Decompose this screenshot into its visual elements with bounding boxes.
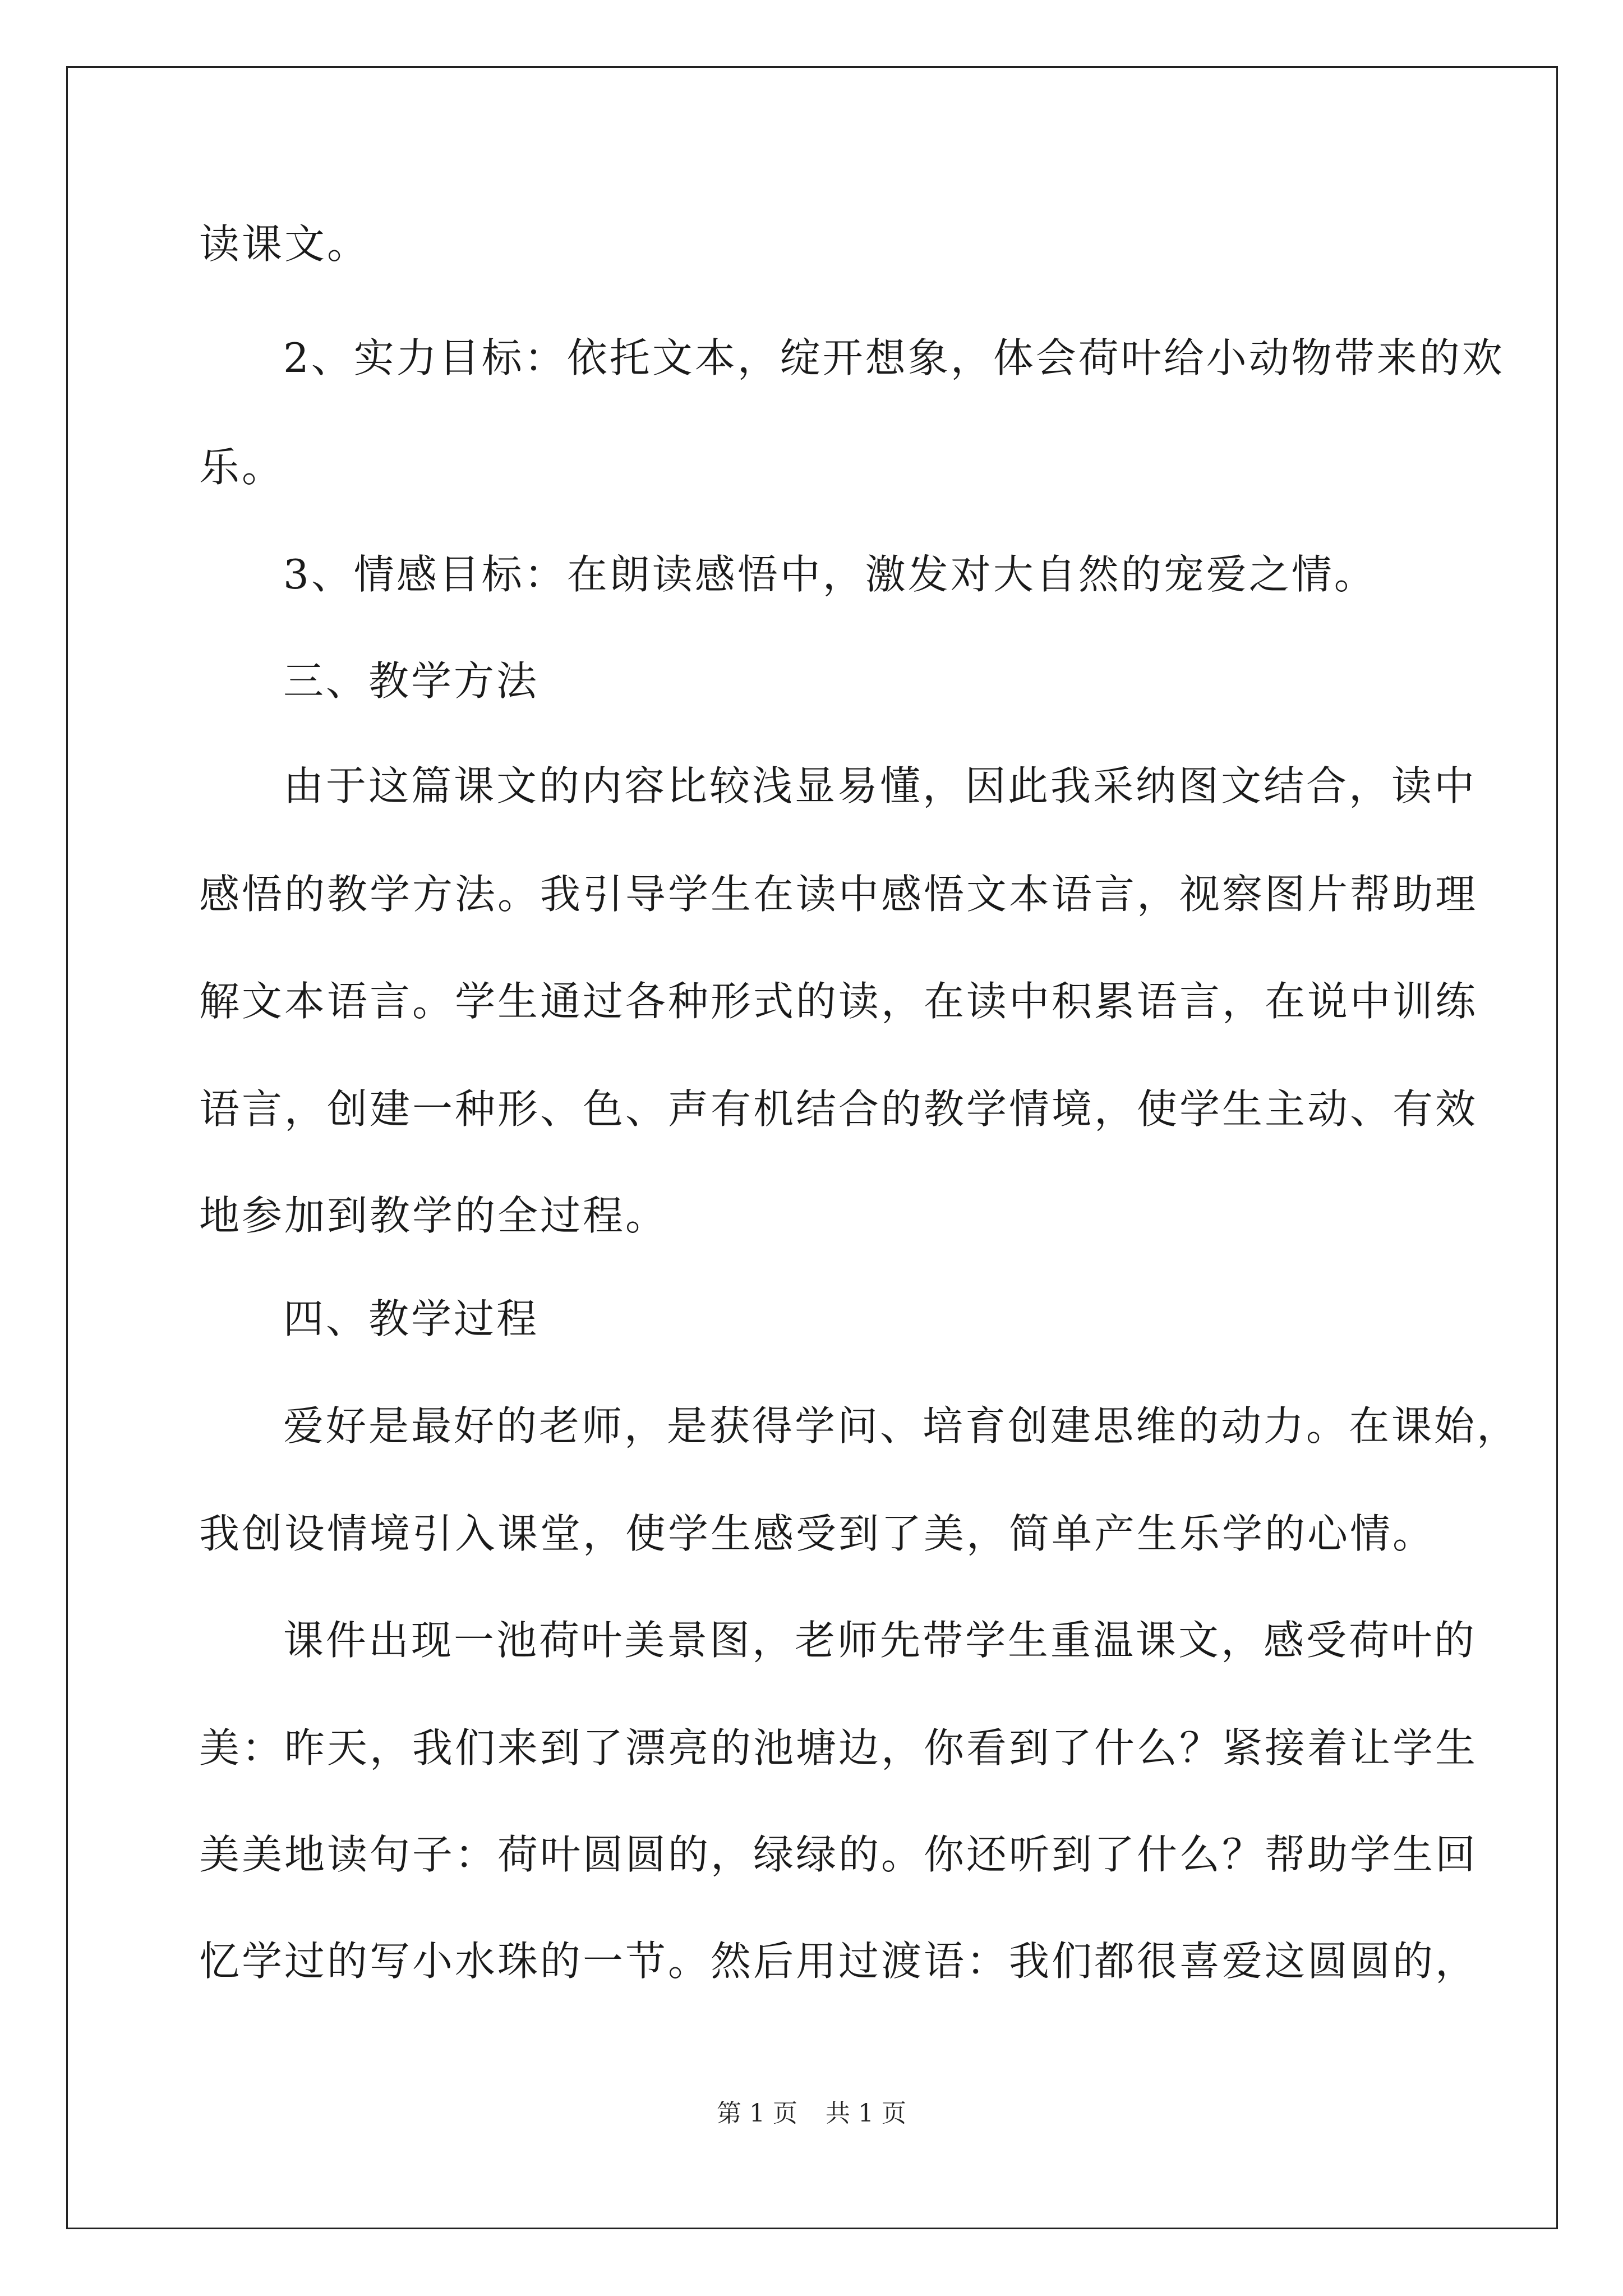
page-total: 共 1 页 (826, 2099, 906, 2128)
page-frame (66, 66, 1558, 2229)
text-line-9: 语言，创建一种形、色、声有机结合的教学情境，使学生主动、有效 (199, 1085, 1478, 1133)
text-line-1: 读课文。 (199, 220, 370, 268)
text-line-17: 忆学过的写小水珠的一节。然后用过渡语：我们都很喜爱这圆圆的， (199, 1938, 1478, 1985)
text-line-4: 3、情感目标：在朗读感悟中，激发对大自然的宠爱之情。 (283, 551, 1377, 598)
text-line-10: 地参加到教学的全过程。 (199, 1192, 668, 1239)
text-line-2: 2、实力目标：依托文本，绽开想象，体会荷叶给小动物带来的欢 (283, 334, 1505, 381)
text-line-7: 感悟的教学方法。我引导学生在读中感悟文本语言，视察图片帮助理 (199, 871, 1478, 918)
text-line-6: 由于这篇课文的内容比较浅显易懂，因此我采纳图文结合，读中 (283, 762, 1477, 809)
text-line-16: 美美地读句子：荷叶圆圆的，绿绿的。你还听到了什么？帮助学生回 (199, 1831, 1478, 1878)
text-line-8: 解文本语言。学生通过各种形式的读，在读中积累语言，在说中训练 (199, 978, 1478, 1025)
text-line-15: 美：昨天，我们来到了漂亮的池塘边，你看到了什么？紧接着让学生 (199, 1724, 1478, 1772)
section-heading-teaching-process: 四、教学过程 (283, 1295, 540, 1342)
section-heading-teaching-methods: 三、教学方法 (283, 657, 540, 705)
page-footer (0, 2097, 1623, 2131)
text-line-12: 爱好是最好的老师，是获得学问、培育创建思维的动力。在课始， (283, 1402, 1520, 1450)
text-line-3: 乐。 (199, 444, 285, 491)
text-line-14: 课件出现一池荷叶美景图，老师先带学生重温课文，感受荷叶的 (283, 1617, 1477, 1664)
text-line-13: 我创设情境引入课堂，使学生感受到了美，简单产生乐学的心情。 (199, 1510, 1436, 1557)
page-number: 第 1 页 (717, 2099, 797, 2128)
